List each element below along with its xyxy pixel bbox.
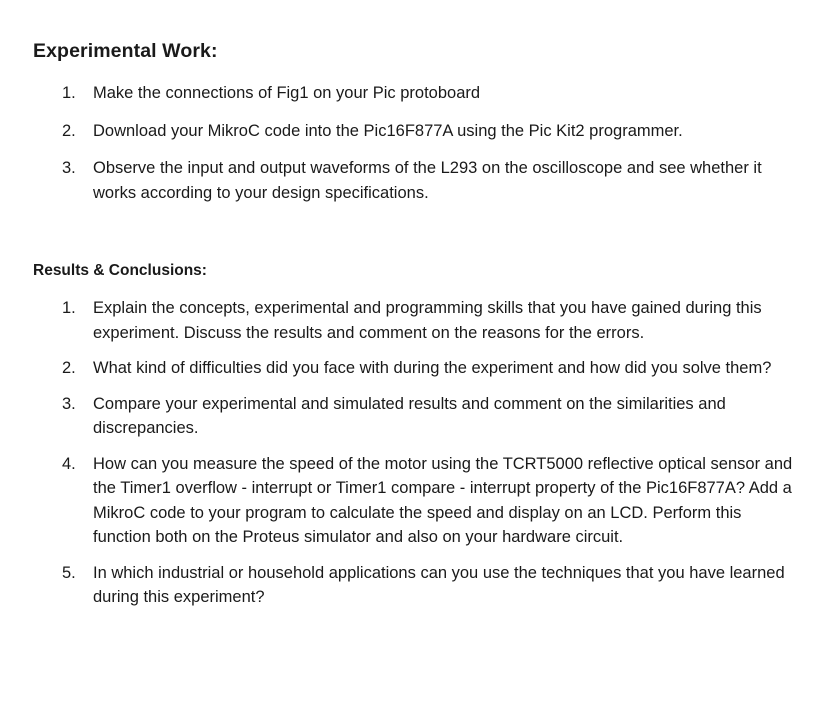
item-text: What kind of difficulties did you face with during the experiment and how did you solve them? — [93, 359, 772, 377]
item-text: Compare your experimental and simulated results and comment on the similarities and discrepancies. — [93, 394, 726, 437]
list-item — [0, 392, 823, 441]
results-conclusions-heading: Results & Conclusions: — [33, 262, 207, 279]
item-number: 4. — [62, 454, 76, 473]
item-number: 3. — [62, 394, 76, 413]
item-text: Download your MikroC code into the Pic16F877A using the Pic Kit2 programmer. — [93, 121, 683, 140]
item-text: How can you measure the speed of the motor using the TCRT5000 reflective optical sensor and the Timer1 overflow - interrupt or Timer1 compare - interrupt property of the Pic16F877A? Add a MikroC code to your program to calculate the speed and display on an LCD. Perform this function both on the Proteus simulator and also on your hardware circuit. — [93, 454, 793, 546]
item-number: 5. — [62, 563, 76, 582]
item-text: Observe the input and output waveforms of the L293 on the oscilloscope and see whether it works according to your design specifications. — [93, 159, 762, 202]
list-item — [0, 156, 823, 205]
list-item — [0, 296, 823, 345]
list-item — [0, 119, 823, 144]
results-conclusions-list — [0, 296, 823, 621]
item-number: 3. — [62, 159, 76, 177]
item-text: Explain the concepts, experimental and programming skills that you have gained during this experiment. Discuss the results and comment on the reasons for the errors. — [93, 299, 762, 342]
list-item — [0, 561, 823, 610]
item-text: Make the connections of Fig1 on your Pic protoboard — [93, 84, 481, 102]
item-number: 2. — [62, 121, 76, 140]
list-item — [0, 81, 823, 106]
list-item — [0, 452, 823, 550]
item-number: 2. — [62, 359, 76, 377]
item-number: 1. — [62, 299, 76, 317]
experimental-work-list — [0, 81, 823, 218]
item-text: In which industrial or household applications can you use the techniques that you have learned during this experiment? — [93, 563, 785, 606]
experimental-work-heading: Experimental Work: — [33, 40, 218, 62]
list-item — [0, 356, 823, 381]
item-number: 1. — [62, 84, 76, 102]
